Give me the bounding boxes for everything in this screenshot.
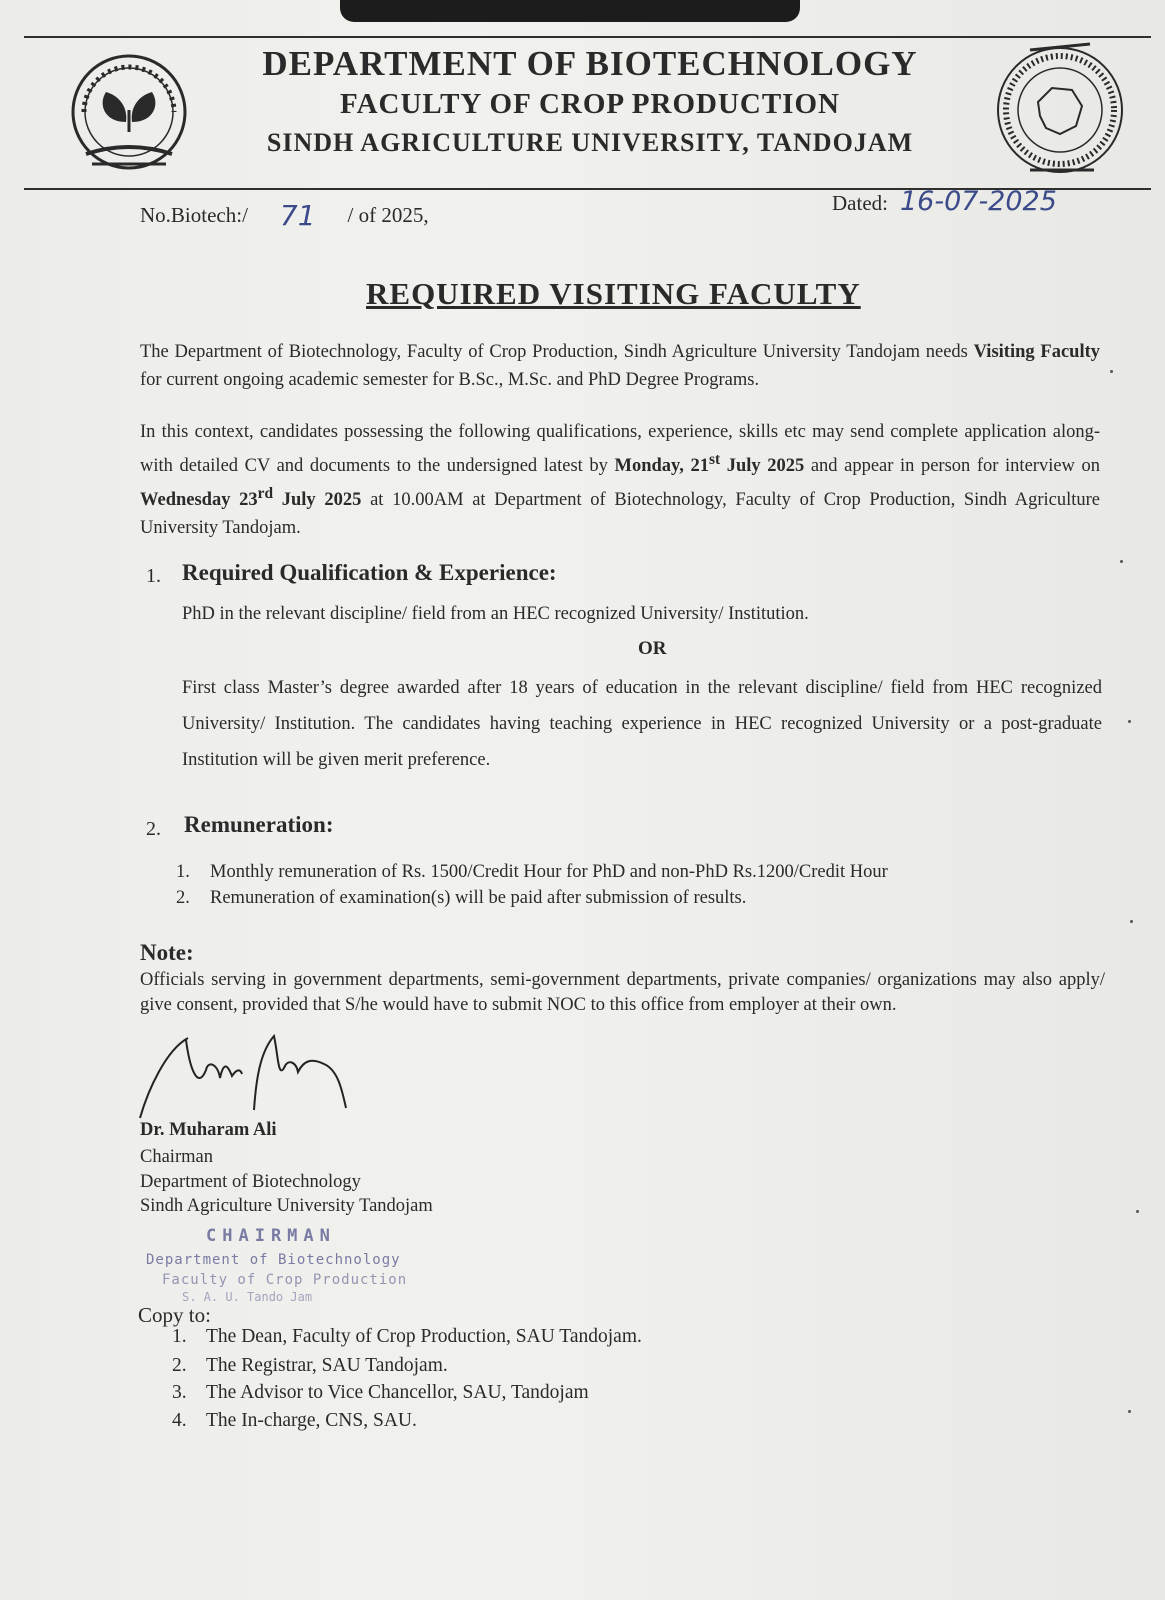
interview-date: Wednesday 23rd July 2025 <box>140 485 362 511</box>
date-line <box>832 186 1057 217</box>
official-stamp <box>146 1226 436 1304</box>
header-university: SINDH AGRICULTURE UNIVERSITY, TANDOJAM <box>266 128 914 157</box>
paper-speck <box>1110 370 1113 373</box>
date-label: Dated: <box>832 191 888 215</box>
copy-to-item: 1. The Dean, Faculty of Crop Production, SAU Tandojam. <box>172 1326 642 1347</box>
signatory-university: Sindh Agriculture University Tandojam <box>140 1196 433 1216</box>
remuneration-item-2: 2. Remuneration of examination(s) will be paid after submission of results. <box>176 888 747 908</box>
copy-to-item: 2. The Registrar, SAU Tandojam. <box>172 1355 448 1376</box>
remuneration-item-1: 1. Monthly remuneration of Rs. 1500/Credit Hour for PhD and non-PhD Rs.1200/Credit Hour <box>176 862 888 882</box>
page-title: REQUIRED VISITING FACULTY <box>366 276 861 311</box>
reference-suffix: / of 2025, <box>347 203 429 227</box>
paper-speck <box>1128 1410 1131 1413</box>
reference-number <box>140 196 429 232</box>
intro-p1-bold: Visiting Faculty <box>973 342 1100 362</box>
signatory-name: Dr. Muharam Ali <box>140 1120 277 1140</box>
header-department: DEPARTMENT OF BIOTECHNOLOGY <box>262 44 918 83</box>
intro-paragraph-1 <box>140 338 1100 394</box>
university-seal-icon <box>990 30 1140 180</box>
copy-to-label: Copy to: <box>138 1303 211 1327</box>
intro-p2-text-2: and appear in person for interview on <box>804 456 1100 477</box>
section-1-number: 1. <box>146 565 161 587</box>
note-text: Officials serving in government departments, semi-government departments, private companies/ organizations may also apply/ give consent, provided that S/he would have to submit NOC to this office from employer at their own. <box>140 970 1105 1015</box>
intro-p2-text-3: at 10.00AM at Department of Biotechnology, Faculty of Crop Production, Sindh Agriculture University Tandojam. <box>140 490 1100 539</box>
copy-to-item: 4. The In-charge, CNS, SAU. <box>172 1410 417 1431</box>
section-2-number: 2. <box>146 818 161 840</box>
paper-speck <box>1120 560 1123 563</box>
reference-handwritten-number: 71 <box>279 199 316 232</box>
stamp-department: Department of Biotechnology <box>146 1252 401 1268</box>
intro-paragraph-2 <box>140 418 1100 542</box>
copy-to-item: 3. The Advisor to Vice Chancellor, SAU, Tandojam <box>172 1382 589 1403</box>
faculty-logo-icon <box>64 52 194 182</box>
note-heading: Note: <box>140 940 194 965</box>
stamp-title: CHAIRMAN <box>206 1226 336 1246</box>
signatory-department: Department of Biotechnology <box>140 1172 361 1192</box>
intro-p1-text: The Department of Biotechnology, Faculty of Crop Production, Sindh Agriculture University Tandojam needs <box>140 342 974 362</box>
qualification-masters: First class Master’s degree awarded after 18 years of education in the relevant discipline/ field from HEC recognized University/ Institution. The candidates having teaching experience in HEC recognized University or a post-graduate Institution will be given merit preference. <box>182 678 1102 770</box>
section-2-heading: Remuneration: <box>184 812 334 837</box>
intro-p2-text: In this context, candidates possessing the following qualifications, experience, skills etc may send complete application along-with detailed CV and documents to the undersigned latest by <box>140 422 1100 477</box>
handwritten-signature <box>128 1030 368 1120</box>
intro-p1-text-2: for current ongoing academic semester for B.Sc., M.Sc. and PhD Degree Programs. <box>140 370 760 390</box>
stamp-faculty: Faculty of Crop Production <box>162 1272 408 1288</box>
qualification-or: OR <box>638 638 667 659</box>
qualification-phd: PhD in the relevant discipline/ field from an HEC recognized University/ Institution. <box>182 604 809 624</box>
section-1-heading: Required Qualification & Experience: <box>182 560 557 585</box>
paper-speck <box>1130 920 1133 923</box>
paper-speck <box>1128 720 1131 723</box>
stamp-place: S. A. U. Tando Jam <box>182 1290 313 1304</box>
clipboard-clip <box>340 0 800 22</box>
date-handwritten-value: 16-07-2025 <box>899 186 1057 217</box>
paper-speck <box>1136 1210 1139 1213</box>
header-faculty: FACULTY OF CROP PRODUCTION <box>340 88 840 120</box>
reference-prefix: No.Biotech:/ <box>140 203 248 227</box>
signatory-position: Chairman <box>140 1147 213 1167</box>
header-rule-top <box>24 36 1151 38</box>
deadline-date: Monday, 21st July 2025 <box>614 451 805 477</box>
